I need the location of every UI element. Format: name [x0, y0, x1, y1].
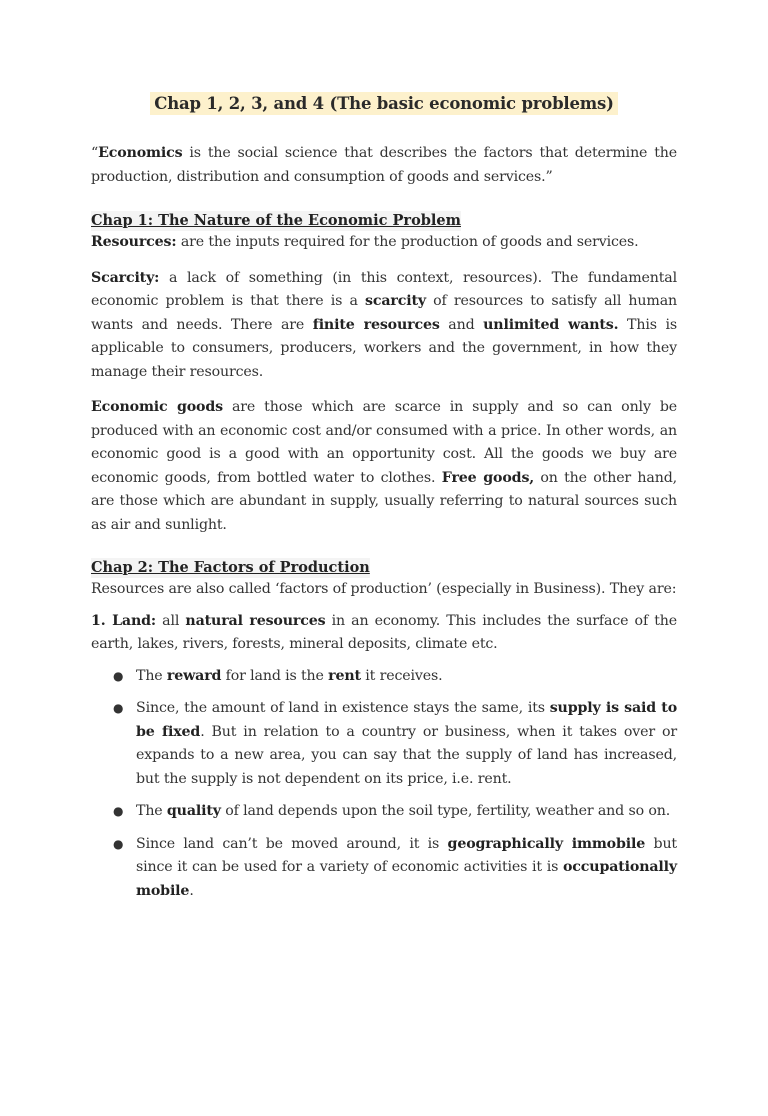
free-goods-bold: Free goods,: [441, 469, 535, 486]
land-text-2: in an economy. This includes the surface of the earth, lakes, rivers, forests, mineral deposits, climate etc.: [91, 612, 677, 652]
bullet-text: of land depends upon the soil type, fertility, weather and so on.: [220, 803, 671, 819]
list-item: [91, 697, 677, 791]
land-term: 1. Land:: [91, 612, 156, 629]
bullet-text: The: [136, 803, 167, 819]
bullet-icon: ●: [113, 836, 124, 851]
resources-term: Resources:: [91, 234, 177, 250]
list-item-text: [136, 833, 677, 904]
scarcity-bold-1: scarcity: [365, 293, 426, 309]
bullet-icon: ●: [113, 804, 124, 818]
list-item-text: [136, 800, 677, 824]
land-paragraph: [91, 610, 677, 657]
bullet-text: .: [189, 882, 194, 899]
economic-goods-paragraph: [91, 396, 677, 537]
resources-text: are the inputs required for the production of goods and services.: [176, 234, 639, 250]
unlimited-wants-bold: unlimited wants.: [483, 316, 619, 333]
land-bullet-list: [91, 665, 677, 904]
list-item: [91, 665, 677, 689]
scarcity-text-4: This is applicable to consumers, producers, workers and the government, in how they manage their resources.: [91, 316, 677, 380]
bullet-bold: quality: [166, 803, 221, 819]
scarcity-text-2: of resources to satisfy all human wants and needs. There are: [91, 293, 677, 333]
scarcity-text-3: and: [439, 316, 484, 333]
finite-resources-bold: finite resources: [312, 316, 440, 333]
list-item: [91, 833, 677, 904]
bullet-bold: reward: [166, 667, 222, 684]
bullet-text: it receives.: [360, 667, 443, 684]
list-item: [91, 800, 677, 824]
open-quote: “: [91, 145, 99, 161]
bullet-text: Since land can’t be moved around, it is: [136, 835, 448, 852]
bullet-icon: ●: [113, 701, 124, 715]
economics-definition-text: is the social science that describes the factors that determine the production, distribution and consumption of goods and services.”: [91, 145, 677, 185]
bullet-bold: supply is said to be fixed: [136, 700, 678, 740]
list-item-text: [136, 665, 677, 689]
economic-goods-text-2: on the other hand, are those which are abundant in supply, usually referring to natural sources such as air and sunlight.: [91, 469, 677, 533]
list-item-text: [136, 697, 677, 791]
bullet-bold: geographically immobile: [447, 835, 646, 852]
bullet-text: The: [136, 667, 167, 684]
title-wrapper: [91, 92, 677, 115]
page-title: Chap 1, 2, 3, and 4 (The basic economic problems): [150, 92, 617, 115]
natural-resources-bold: natural resources: [185, 612, 326, 629]
bullet-text: Since, the amount of land in existence stays the same, its: [136, 700, 550, 716]
scarcity-paragraph: [91, 267, 677, 385]
resources-definition: [91, 231, 677, 255]
economic-goods-text-1: are those which are scarce in supply and so can only be produced with an economic cost and/or consumed with a price. In other words, an economic good is a good with an opportunity cost. All the goods we buy are economic goods, from bottled water to clothes.: [91, 399, 677, 486]
chap2-heading: Chap 2: The Factors of Production: [91, 559, 370, 576]
economics-definition: [91, 142, 677, 189]
bullet-icon: ●: [113, 668, 124, 683]
chap1-heading: Chap 1: The Nature of the Economic Problem: [91, 212, 461, 229]
bullet-text: but since it can be used for a variety of economic activities it is: [136, 835, 677, 875]
document-page: [0, 92, 768, 1116]
scarcity-term: Scarcity:: [91, 269, 160, 286]
bullet-text: . But in relation to a country or business, when it takes over or expands to a new area, you can say that the supply of land has increased, but the supply is not dependent on its price, i.e. rent.: [136, 723, 677, 787]
bullet-bold: occupationally mobile: [136, 859, 677, 899]
economics-term: Economics: [98, 145, 183, 161]
land-text-1: all: [156, 612, 186, 629]
bullet-bold: rent: [328, 667, 361, 684]
bullet-text: for land is the: [221, 667, 329, 684]
factors-intro: Resources are also called ‘factors of production’ (especially in Business). They are:: [91, 581, 677, 597]
scarcity-text-1: a lack of something (in this context, resources). The fundamental economic problem is that there is a: [91, 269, 677, 309]
economic-goods-term: Economic goods: [91, 399, 223, 415]
